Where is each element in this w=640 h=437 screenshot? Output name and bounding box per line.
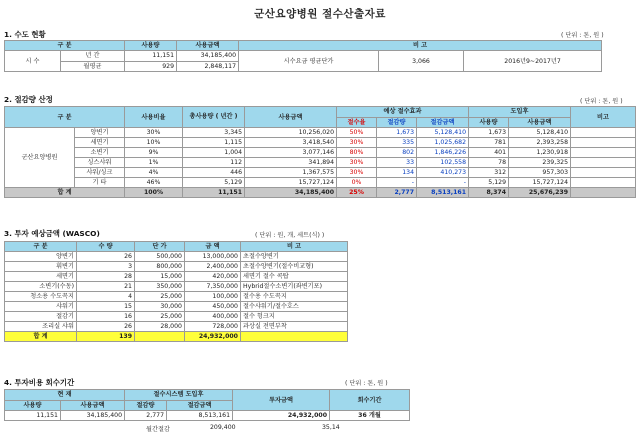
cell: 46% bbox=[125, 178, 183, 188]
cell: 33 bbox=[377, 158, 417, 168]
col-header: 회수기간 bbox=[330, 390, 410, 411]
cell: 15 bbox=[77, 302, 135, 312]
col-header: 단 가 bbox=[135, 242, 185, 252]
cell: 25,676,239 bbox=[509, 188, 571, 198]
col-header: 구 분 bbox=[5, 41, 125, 51]
cell: 21 bbox=[77, 282, 135, 292]
table-row bbox=[5, 262, 348, 272]
section-4-unit: ( 단위 : 톤, 원 ) bbox=[345, 380, 388, 387]
cell: 과상실 전면부착 bbox=[241, 322, 348, 332]
cell: 34,185,400 bbox=[177, 51, 239, 62]
section-2-heading: 2. 절감량 산정 bbox=[4, 95, 53, 104]
cell: 30% bbox=[125, 128, 183, 138]
monthly-savings-label: 월간절감 bbox=[146, 426, 170, 433]
cell: 시수요금 평균단가 bbox=[239, 51, 379, 72]
cell: 합 계 bbox=[5, 332, 77, 342]
cell: 312 bbox=[469, 168, 509, 178]
cell: 78 bbox=[469, 158, 509, 168]
cell: 2,400,000 bbox=[185, 262, 241, 272]
cell: 소변기 bbox=[75, 148, 125, 158]
cell: 5,129 bbox=[469, 178, 509, 188]
cell: 1,230,918 bbox=[509, 148, 571, 158]
cell: 5,128,410 bbox=[417, 128, 469, 138]
cell: 10% bbox=[125, 138, 183, 148]
monthly-savings-value: 209,400 bbox=[210, 424, 236, 431]
col-header: 절감금액 bbox=[167, 400, 233, 411]
cell: 30,000 bbox=[135, 302, 185, 312]
cell: 36 개월 bbox=[330, 411, 410, 421]
cell: 802 bbox=[377, 148, 417, 158]
cell: 월평균 bbox=[61, 61, 125, 72]
col-header: 절감금액 bbox=[417, 117, 469, 128]
monthly-savings-value: 35,14 bbox=[322, 424, 340, 431]
cell bbox=[571, 158, 636, 168]
col-header: 사용금액 bbox=[177, 41, 239, 51]
table-row bbox=[5, 252, 348, 262]
table-row bbox=[5, 148, 636, 158]
cell: 초절수양변기 bbox=[241, 252, 348, 262]
table-row bbox=[5, 292, 348, 302]
cell: 절수샤워기/절수호스 bbox=[241, 302, 348, 312]
section-2-unit: ( 단위 : 톤, 원 ) bbox=[580, 98, 623, 105]
cell: 3 bbox=[77, 262, 135, 272]
table-row bbox=[5, 322, 348, 332]
cell: 8,513,161 bbox=[167, 411, 233, 421]
table-row bbox=[5, 272, 348, 282]
table-row bbox=[5, 302, 348, 312]
cell: 335 bbox=[377, 138, 417, 148]
col-header: 사용량 bbox=[5, 400, 61, 411]
col-header: 현 재 bbox=[5, 390, 125, 401]
col-header: 절감량 bbox=[377, 117, 417, 128]
cell: 합 계 bbox=[5, 188, 125, 198]
cell: 25,000 bbox=[135, 292, 185, 302]
cell: 26 bbox=[77, 252, 135, 262]
cell: 30% bbox=[337, 158, 377, 168]
cell: 2016년9~2017년7 bbox=[464, 51, 602, 72]
cell: 24,932,000 bbox=[233, 411, 330, 421]
cell: 16 bbox=[77, 312, 135, 322]
col-header: 금 액 bbox=[185, 242, 241, 252]
cell: - bbox=[417, 178, 469, 188]
cell: 239,325 bbox=[509, 158, 571, 168]
cell: 13,000,000 bbox=[185, 252, 241, 262]
cell: 3,066 bbox=[379, 51, 464, 72]
cell: 초절수양변기(절수비교형) bbox=[241, 262, 348, 272]
cell: 1,846,226 bbox=[417, 148, 469, 158]
cell: 24,932,000 bbox=[185, 332, 241, 342]
section-3-unit: ( 단위 : 원, 개, 세트(식) ) bbox=[255, 232, 325, 239]
cell: 5,128,410 bbox=[509, 128, 571, 138]
cell: 26 bbox=[77, 322, 135, 332]
col-header: 비고 bbox=[571, 107, 636, 128]
category-cell: 군산요양병원 bbox=[5, 128, 75, 188]
cell: 30% bbox=[337, 168, 377, 178]
cell: 30% bbox=[337, 138, 377, 148]
cell: 2,777 bbox=[125, 411, 167, 421]
cell: 11,151 bbox=[5, 411, 61, 421]
cell: 728,000 bbox=[185, 322, 241, 332]
cell: 2,848,117 bbox=[177, 61, 239, 72]
cell: 25,000 bbox=[135, 312, 185, 322]
cell: 1,025,682 bbox=[417, 138, 469, 148]
col-header: 예상 절수효과 bbox=[337, 107, 469, 118]
cell: 102,558 bbox=[417, 158, 469, 168]
section-1-unit: ( 단위 : 톤, 원 ) bbox=[561, 32, 604, 39]
cell: 34,185,400 bbox=[245, 188, 337, 198]
col-header: 구 분 bbox=[5, 242, 77, 252]
col-header: 투자금액 bbox=[233, 390, 330, 411]
cell: 소변기(수동) bbox=[5, 282, 77, 292]
cell: 9% bbox=[125, 148, 183, 158]
section-4-heading: 4. 투자비용 회수기간 bbox=[4, 378, 75, 387]
col-header: 비 고 bbox=[241, 242, 348, 252]
col-header: 절수시스템 도입후 bbox=[125, 390, 233, 401]
cell: 샤워기 bbox=[5, 302, 77, 312]
cell: 15,727,124 bbox=[245, 178, 337, 188]
cell: 청소용 수도꼭지 bbox=[5, 292, 77, 302]
cell: 8,513,161 bbox=[417, 188, 469, 198]
cell: 341,894 bbox=[245, 158, 337, 168]
cell: 401 bbox=[469, 148, 509, 158]
section-1-heading: 1. 수도 현황 bbox=[4, 30, 46, 39]
cell: 15,727,124 bbox=[509, 178, 571, 188]
cell: 양변기 bbox=[5, 252, 77, 262]
cell: 28,000 bbox=[135, 322, 185, 332]
col-header: 도입후 bbox=[469, 107, 571, 118]
col-header: 사용비율 bbox=[125, 107, 183, 128]
col-header: 수 량 bbox=[77, 242, 135, 252]
cell: 1,367,575 bbox=[245, 168, 337, 178]
cell: 80% bbox=[337, 148, 377, 158]
cell: 929 bbox=[125, 61, 177, 72]
cell: 34,185,400 bbox=[61, 411, 125, 421]
cell bbox=[571, 188, 636, 198]
page-title: 군산요양병원 절수산출자료 bbox=[254, 8, 386, 20]
cell bbox=[571, 138, 636, 148]
cell: 4% bbox=[125, 168, 183, 178]
cell: 1,673 bbox=[377, 128, 417, 138]
cell: 세면기 절수 콕탑 bbox=[241, 272, 348, 282]
cell: 3,418,540 bbox=[245, 138, 337, 148]
cell: 세면기 bbox=[75, 138, 125, 148]
table-row bbox=[5, 158, 636, 168]
total-row bbox=[5, 188, 636, 198]
cell bbox=[135, 332, 185, 342]
cell: 957,303 bbox=[509, 168, 571, 178]
cell: 100,000 bbox=[185, 292, 241, 302]
col-header: 비 고 bbox=[239, 41, 602, 51]
cell: 3,345 bbox=[183, 128, 245, 138]
cell: 세면기 bbox=[5, 272, 77, 282]
table-row bbox=[5, 128, 636, 138]
col-header: 사용량 bbox=[469, 117, 509, 128]
cell: 112 bbox=[183, 158, 245, 168]
cell: 2,777 bbox=[377, 188, 417, 198]
cell bbox=[241, 332, 348, 342]
table-row bbox=[5, 312, 348, 322]
cell: 절감기 bbox=[5, 312, 77, 322]
cell: 11,151 bbox=[183, 188, 245, 198]
table-row bbox=[5, 411, 410, 421]
cell: 5,129 bbox=[183, 178, 245, 188]
cell: 3,077,146 bbox=[245, 148, 337, 158]
total-row bbox=[5, 332, 348, 342]
cell: 7,350,000 bbox=[185, 282, 241, 292]
cell bbox=[571, 128, 636, 138]
cell: 781 bbox=[469, 138, 509, 148]
cell: 년 간 bbox=[61, 51, 125, 62]
cell: 양변기 bbox=[75, 128, 125, 138]
cell bbox=[571, 148, 636, 158]
table-row bbox=[5, 168, 636, 178]
cell: 4 bbox=[77, 292, 135, 302]
table-row bbox=[5, 282, 348, 292]
cell: 샤워/싱크 bbox=[75, 168, 125, 178]
category-cell: 시 수 bbox=[5, 51, 61, 72]
col-header: 사용금액 bbox=[61, 400, 125, 411]
table-row bbox=[5, 138, 636, 148]
cell: 139 bbox=[77, 332, 135, 342]
cell: 1,673 bbox=[469, 128, 509, 138]
cell: 싱스샤워 bbox=[75, 158, 125, 168]
payback-table bbox=[4, 389, 410, 421]
cell: 500,000 bbox=[135, 252, 185, 262]
cell: 134 bbox=[377, 168, 417, 178]
cell bbox=[571, 168, 636, 178]
water-status-table bbox=[4, 40, 602, 72]
cell: 11,151 bbox=[125, 51, 177, 62]
cell: 100% bbox=[125, 188, 183, 198]
cell: 25% bbox=[337, 188, 377, 198]
col-header: 구 분 bbox=[5, 107, 125, 128]
table-row bbox=[5, 178, 636, 188]
col-header: 절수율 bbox=[337, 117, 377, 128]
cell: 2,393,258 bbox=[509, 138, 571, 148]
col-header: 사용금액 bbox=[509, 117, 571, 128]
cell: 1,004 bbox=[183, 148, 245, 158]
investment-table bbox=[4, 241, 348, 342]
col-header: 사용금액 bbox=[245, 107, 337, 128]
cell bbox=[571, 178, 636, 188]
cell: 조리실 샤워 bbox=[5, 322, 77, 332]
cell: 기 타 bbox=[75, 178, 125, 188]
cell: 1,115 bbox=[183, 138, 245, 148]
cell: 휘변기 bbox=[5, 262, 77, 272]
cell: 0% bbox=[337, 178, 377, 188]
col-header: 절감량 bbox=[125, 400, 167, 411]
savings-table bbox=[4, 106, 636, 198]
cell: 28 bbox=[77, 272, 135, 282]
cell: 410,273 bbox=[417, 168, 469, 178]
cell: 420,000 bbox=[185, 272, 241, 282]
cell: 절수용 수도꼭지 bbox=[241, 292, 348, 302]
cell: 10,256,020 bbox=[245, 128, 337, 138]
cell: 800,000 bbox=[135, 262, 185, 272]
cell: 8,374 bbox=[469, 188, 509, 198]
cell: 15,000 bbox=[135, 272, 185, 282]
cell: 절수 헝크지 bbox=[241, 312, 348, 322]
col-header: 사용량 bbox=[125, 41, 177, 51]
section-3-heading: 3. 투자 예상금액 (WASCO) bbox=[4, 229, 100, 238]
cell: 50% bbox=[337, 128, 377, 138]
cell: 1% bbox=[125, 158, 183, 168]
cell: 400,000 bbox=[185, 312, 241, 322]
cell: 446 bbox=[183, 168, 245, 178]
col-header: 총사용량 ( 년간 ) bbox=[183, 107, 245, 128]
cell: Hybrid절수소변기(좌변기포) bbox=[241, 282, 348, 292]
cell: 450,000 bbox=[185, 302, 241, 312]
cell: 350,000 bbox=[135, 282, 185, 292]
cell: - bbox=[377, 178, 417, 188]
